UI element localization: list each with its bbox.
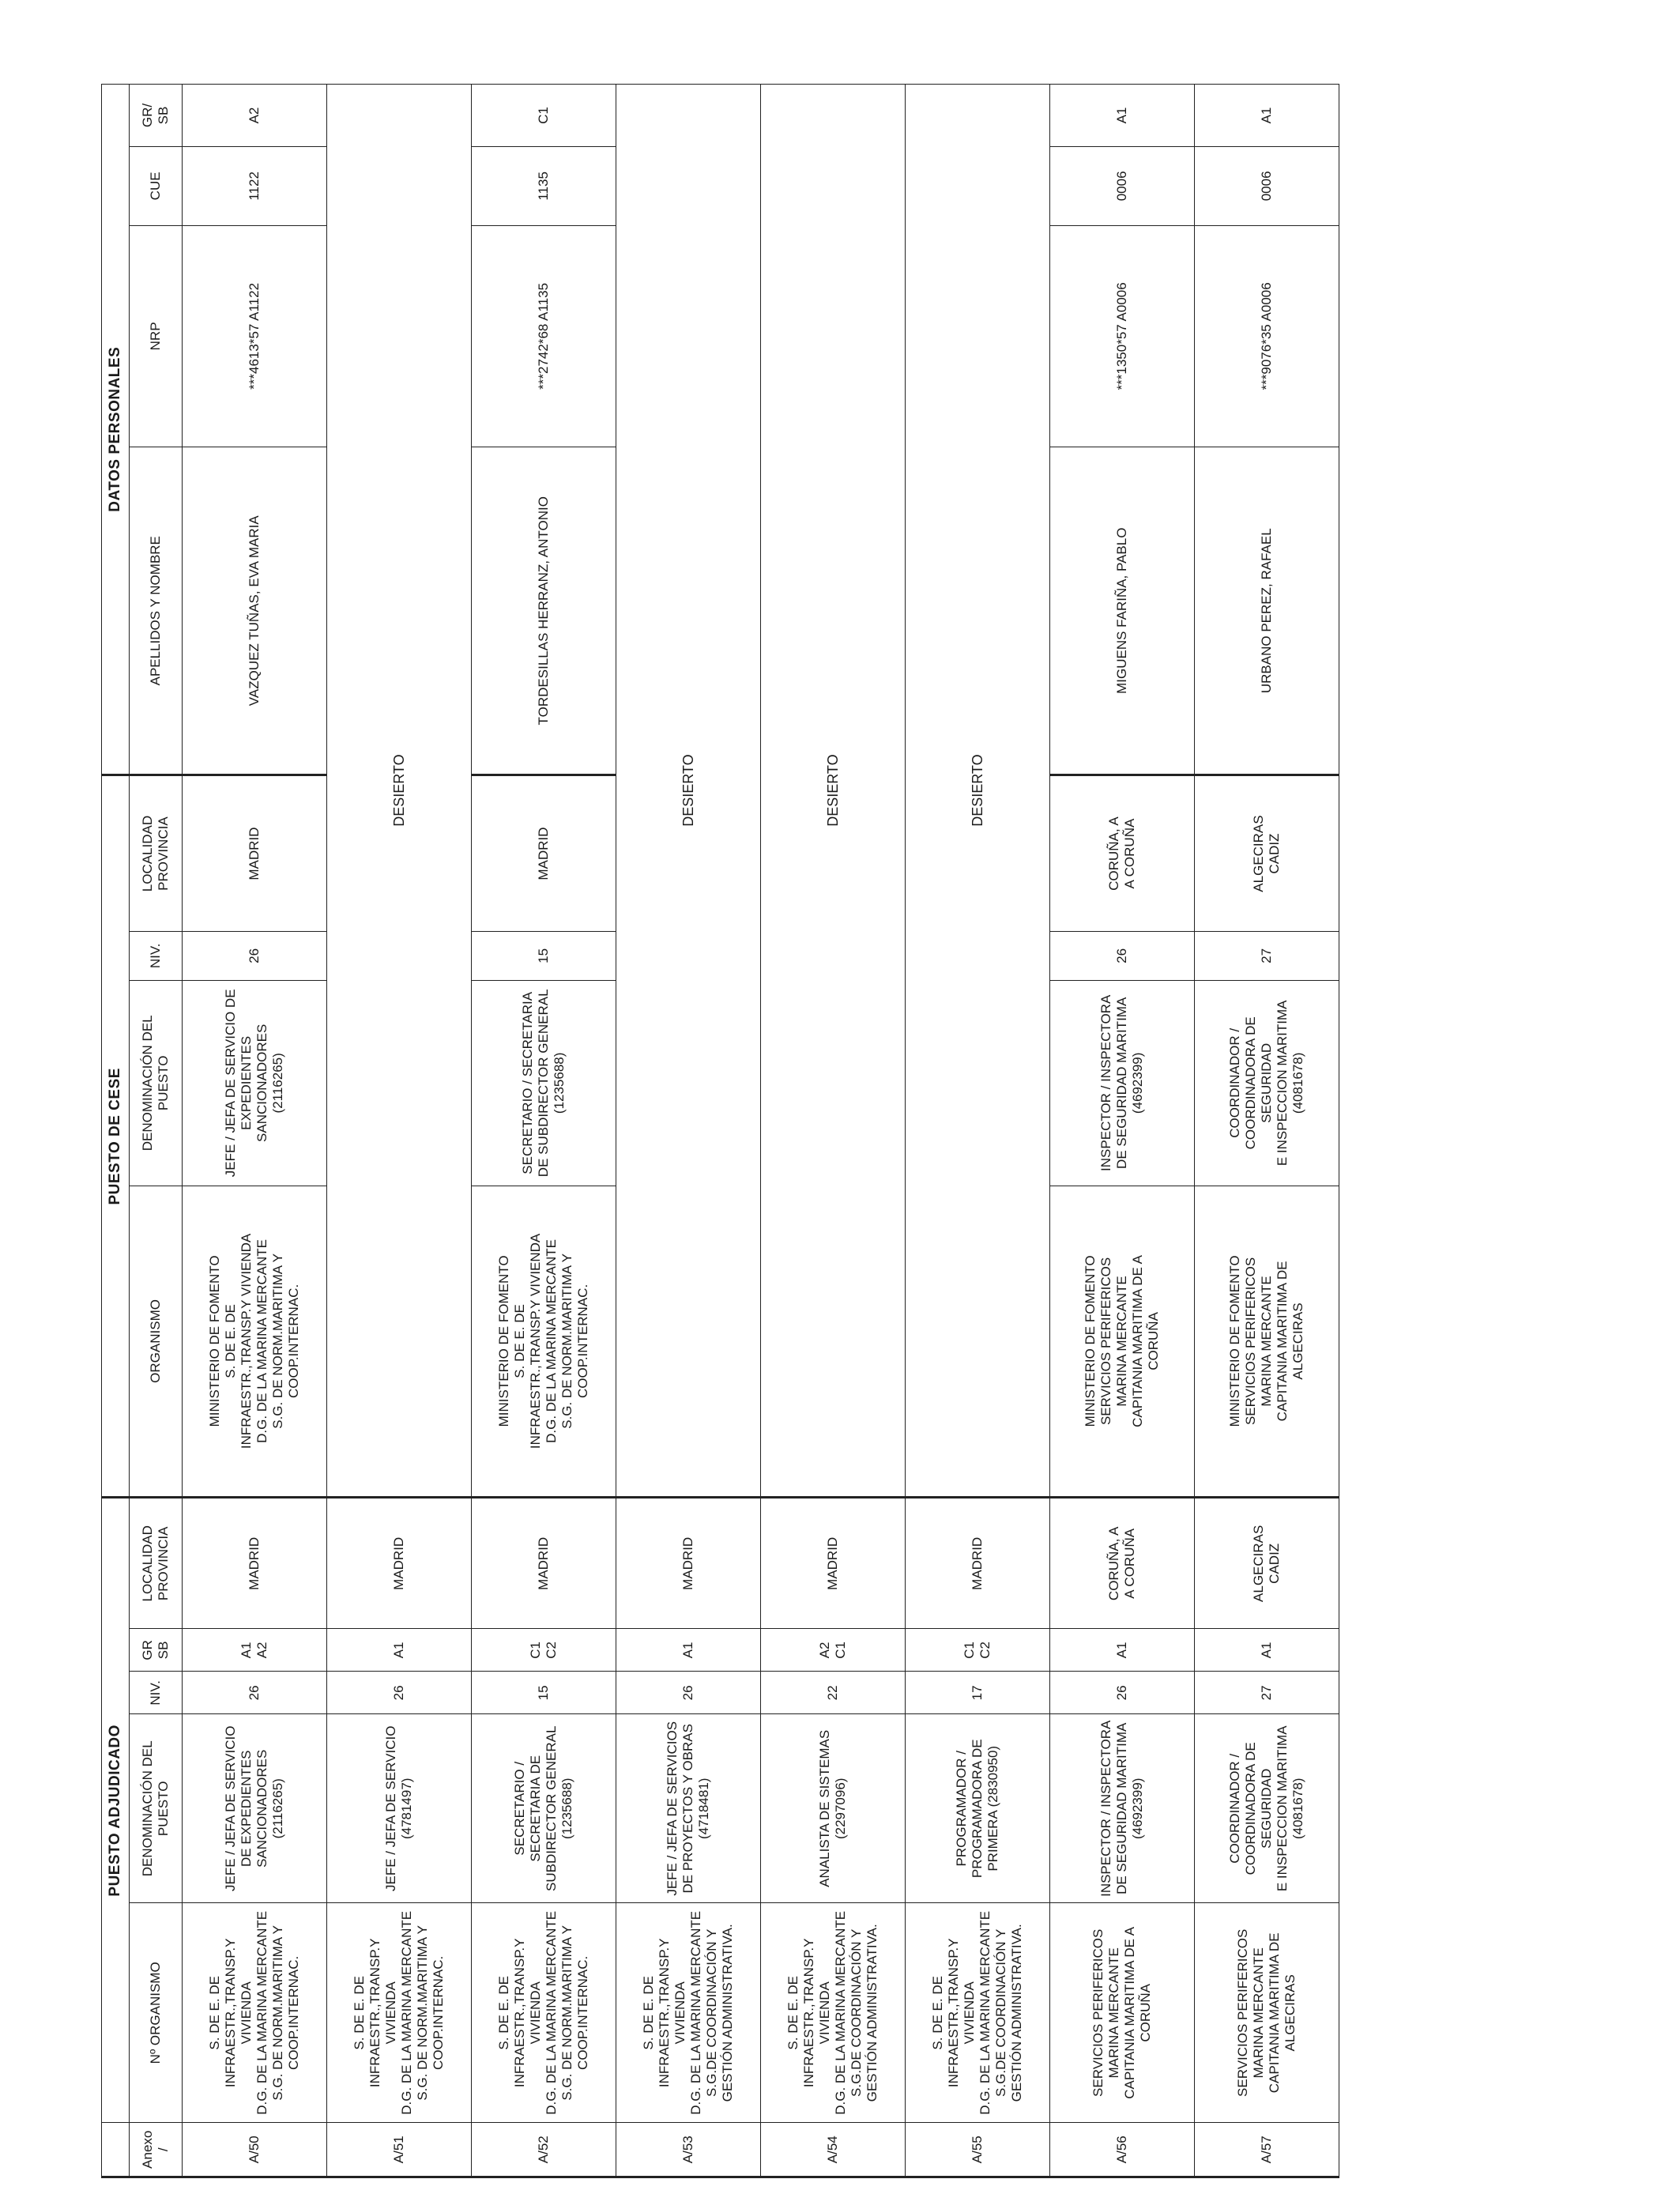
table-row xyxy=(616,85,761,2177)
anexo-group-spacer xyxy=(102,2123,130,2177)
cell-niv-cese: 15 xyxy=(472,931,616,980)
cell-denominacion: COORDINADOR / COORDINADORA DE SEGURIDAD E INSPECCION MARITIMA (4081678) xyxy=(1195,1714,1339,1903)
cell-localidad: MADRID xyxy=(616,1498,761,1629)
cell-denominacion-cese: INSPECTOR / INSPECTORA DE SEGURIDAD MARITIMA (4692399) xyxy=(1050,981,1195,1186)
cell-niv: 22 xyxy=(761,1672,906,1714)
cell-nrp: ***9076*35 A0006 xyxy=(1195,225,1339,447)
table-row xyxy=(327,85,472,2177)
cell-apellidos: URBANO PEREZ, RAFAEL xyxy=(1195,447,1339,775)
rotated-sheet xyxy=(101,84,1405,2178)
cell-localidad: MADRID xyxy=(472,1498,616,1629)
adjudication-table xyxy=(101,84,1339,2178)
cell-cue: 0006 xyxy=(1050,147,1195,226)
cell-localidad: CORUÑA, A A CORUÑA xyxy=(1050,1498,1195,1629)
header-organismo-cese: ORGANISMO xyxy=(130,1186,183,1498)
cell-grsb: A2 C1 xyxy=(761,1629,906,1672)
table-row xyxy=(183,85,327,2177)
cell-denominacion: JEFE / JEFA DE SERVICIOS DE PROYECTOS Y OBRAS (4718481) xyxy=(616,1714,761,1903)
cell-anexo: A/51 xyxy=(327,2123,472,2177)
group-puesto-adjudicado: PUESTO ADJUDICADO xyxy=(102,1498,130,2123)
cell-denominacion-cese: SECRETARIO / SECRETARIA DE SUBDIRECTOR GENERAL (1235688) xyxy=(472,981,616,1186)
cell-niv: 26 xyxy=(616,1672,761,1714)
group-datos-personales: DATOS PERSONALES xyxy=(102,85,130,775)
cell-niv: 26 xyxy=(183,1672,327,1714)
group-puesto-cese: PUESTO DE CESE xyxy=(102,775,130,1498)
cell-denominacion-cese: JEFE / JEFA DE SERVICIO DE EXPEDIENTES SANCIONADORES (2116265) xyxy=(183,981,327,1186)
cell-anexo: A/50 xyxy=(183,2123,327,2177)
cell-denominacion: JEFE / JEFA DE SERVICIO (4781497) xyxy=(327,1714,472,1903)
cell-localidad: ALGECIRAS CADIZ xyxy=(1195,1498,1339,1629)
cell-desierto: DESIERTO xyxy=(327,85,472,1498)
cell-organismo: S. DE E. DE INFRAESTR.,TRANSP.Y VIVIENDA D.G. DE LA MARINA MERCANTE S.G. DE NORM.MARITIMA Y COOP.INTERNAC. xyxy=(327,1903,472,2123)
cell-desierto: DESIERTO xyxy=(761,85,906,1498)
cell-cue: 0006 xyxy=(1195,147,1339,226)
cell-organismo: SERVICIOS PERIFERICOS MARINA MERCANTE CAPITANIA MARITIMA DE A CORUÑA xyxy=(1050,1903,1195,2123)
header-denominacion: DENOMINACIÓN DEL PUESTO xyxy=(130,1714,183,1903)
cell-niv-cese: 27 xyxy=(1195,931,1339,980)
cell-anexo: A/52 xyxy=(472,2123,616,2177)
header-nrp: NRP xyxy=(130,225,183,447)
cell-anexo: A/56 xyxy=(1050,2123,1195,2177)
cell-grsb-personal: A2 xyxy=(183,85,327,147)
cell-grsb-personal: A1 xyxy=(1195,85,1339,147)
cell-localidad: MADRID xyxy=(183,1498,327,1629)
cell-localidad: MADRID xyxy=(327,1498,472,1629)
cell-apellidos: VAZQUEZ TUÑAS, EVA MARIA xyxy=(183,447,327,775)
header-organismo: Nº ORGANISMO xyxy=(130,1903,183,2123)
cell-organismo: S. DE E. DE INFRAESTR.,TRANSP.Y VIVIENDA D.G. DE LA MARINA MERCANTE S.G. DE NORM.MARITIMA Y COOP.INTERNAC. xyxy=(472,1903,616,2123)
header-anexo: Anexo / xyxy=(130,2123,183,2177)
cell-niv: 17 xyxy=(906,1672,1050,1714)
cell-nrp: ***1350*57 A0006 xyxy=(1050,225,1195,447)
cell-desierto: DESIERTO xyxy=(906,85,1050,1498)
cell-denominacion: JEFE / JEFA DE SERVICIO DE EXPEDIENTES SANCIONADORES (2116265) xyxy=(183,1714,327,1903)
cell-localidad-cese: MADRID xyxy=(183,775,327,931)
cell-grsb-personal: C1 xyxy=(472,85,616,147)
cell-grsb: A1 A2 xyxy=(183,1629,327,1672)
cell-grsb: A1 xyxy=(1195,1629,1339,1672)
table-row xyxy=(1050,85,1195,2177)
cell-localidad-cese: CORUÑA, A A CORUÑA xyxy=(1050,775,1195,931)
cell-localidad: MADRID xyxy=(906,1498,1050,1629)
cell-grsb-personal: A1 xyxy=(1050,85,1195,147)
cell-organismo-cese: MINISTERIO DE FOMENTO S. DE E. DE INFRAESTR.,TRANSP.Y VIVIENDA D.G. DE LA MARINA MERCANTE S.G. DE NORM.MARITIMA Y COOP.INTERNAC. xyxy=(183,1186,327,1498)
header-niv: NIV. xyxy=(130,1672,183,1714)
cell-niv-cese: 26 xyxy=(183,931,327,980)
cell-anexo: A/54 xyxy=(761,2123,906,2177)
cell-cue: 1122 xyxy=(183,147,327,226)
table-row xyxy=(1195,85,1339,2177)
header-denominacion-cese: DENOMINACIÓN DEL PUESTO xyxy=(130,981,183,1186)
cell-niv: 15 xyxy=(472,1672,616,1714)
cell-grsb: A1 xyxy=(327,1629,472,1672)
cell-anexo: A/55 xyxy=(906,2123,1050,2177)
cell-organismo: S. DE E. DE INFRAESTR.,TRANSP.Y VIVIENDA D.G. DE LA MARINA MERCANTE S.G.DE COORDINACIÓN Y GESTIÓN ADMINISTRATIVA. xyxy=(616,1903,761,2123)
cell-niv: 27 xyxy=(1195,1672,1339,1714)
cell-apellidos: TORDESILLAS HERRANZ, ANTONIO xyxy=(472,447,616,775)
header-cue: CUE xyxy=(130,147,183,226)
cell-niv-cese: 26 xyxy=(1050,931,1195,980)
cell-localidad-cese: ALGECIRAS CADIZ xyxy=(1195,775,1339,931)
cell-apellidos: MIGUENS FARIÑA, PABLO xyxy=(1050,447,1195,775)
cell-denominacion: INSPECTOR / INSPECTORA DE SEGURIDAD MARITIMA (4692399) xyxy=(1050,1714,1195,1903)
cell-denominacion-cese: COORDINADOR / COORDINADORA DE SEGURIDAD E INSPECCION MARITIMA (4081678) xyxy=(1195,981,1339,1186)
cell-grsb: A1 xyxy=(1050,1629,1195,1672)
cell-grsb: C1 C2 xyxy=(906,1629,1050,1672)
cell-denominacion: PROGRAMADOR / PROGRAMADORA DE PRIMERA (2830950) xyxy=(906,1714,1050,1903)
cell-anexo: A/53 xyxy=(616,2123,761,2177)
header-grsb: GR SB xyxy=(130,1629,183,1672)
cell-denominacion: ANALISTA DE SISTEMAS (2297096) xyxy=(761,1714,906,1903)
cell-organismo: S. DE E. DE INFRAESTR.,TRANSP.Y VIVIENDA D.G. DE LA MARINA MERCANTE S.G. DE NORM.MARITIMA Y COOP.INTERNAC. xyxy=(183,1903,327,2123)
table-row xyxy=(472,85,616,2177)
cell-grsb: C1 C2 xyxy=(472,1629,616,1672)
table-row xyxy=(761,85,906,2177)
header-localidad-cese: LOCALIDAD PROVINCIA xyxy=(130,775,183,931)
header-niv-cese: NIV. xyxy=(130,931,183,980)
header-localidad: LOCALIDAD PROVINCIA xyxy=(130,1498,183,1629)
header-apellidos: APELLIDOS Y NOMBRE xyxy=(130,447,183,775)
cell-organismo-cese: MINISTERIO DE FOMENTO S. DE E. DE INFRAESTR.,TRANSP.Y VIVIENDA D.G. DE LA MARINA MERCANTE S.G. DE NORM.MARITIMA Y COOP.INTERNAC. xyxy=(472,1186,616,1498)
cell-nrp: ***2742*68 A1135 xyxy=(472,225,616,447)
cell-grsb: A1 xyxy=(616,1629,761,1672)
cell-anexo: A/57 xyxy=(1195,2123,1339,2177)
cell-organismo: S. DE E. DE INFRAESTR.,TRANSP.Y VIVIENDA D.G. DE LA MARINA MERCANTE S.G.DE COORDINACIÓN Y GESTIÓN ADMINISTRATIVA. xyxy=(761,1903,906,2123)
header-grsb-personal: GR/ SB xyxy=(130,85,183,147)
cell-organismo: S. DE E. DE INFRAESTR.,TRANSP.Y VIVIENDA D.G. DE LA MARINA MERCANTE S.G.DE COORDINACIÓN Y GESTIÓN ADMINISTRATIVA. xyxy=(906,1903,1050,2123)
cell-nrp: ***4613*57 A1122 xyxy=(183,225,327,447)
table-row xyxy=(906,85,1050,2177)
cell-organismo-cese: MINISTERIO DE FOMENTO SERVICIOS PERIFERICOS MARINA MERCANTE CAPITANIA MARITIMA DE ALGECIRAS xyxy=(1195,1186,1339,1498)
cell-desierto: DESIERTO xyxy=(616,85,761,1498)
cell-denominacion: SECRETARIO / SECRETARIA DE SUBDIRECTOR GENERAL (1235688) xyxy=(472,1714,616,1903)
cell-cue: 1135 xyxy=(472,147,616,226)
cell-organismo: SERVICIOS PERIFERICOS MARINA MERCANTE CAPITANIA MARITIMA DE ALGECIRAS xyxy=(1195,1903,1339,2123)
cell-organismo-cese: MINISTERIO DE FOMENTO SERVICIOS PERIFERICOS MARINA MERCANTE CAPITANIA MARITIMA DE A CORUÑA xyxy=(1050,1186,1195,1498)
cell-niv: 26 xyxy=(1050,1672,1195,1714)
cell-localidad-cese: MADRID xyxy=(472,775,616,931)
cell-niv: 26 xyxy=(327,1672,472,1714)
cell-localidad: MADRID xyxy=(761,1498,906,1629)
